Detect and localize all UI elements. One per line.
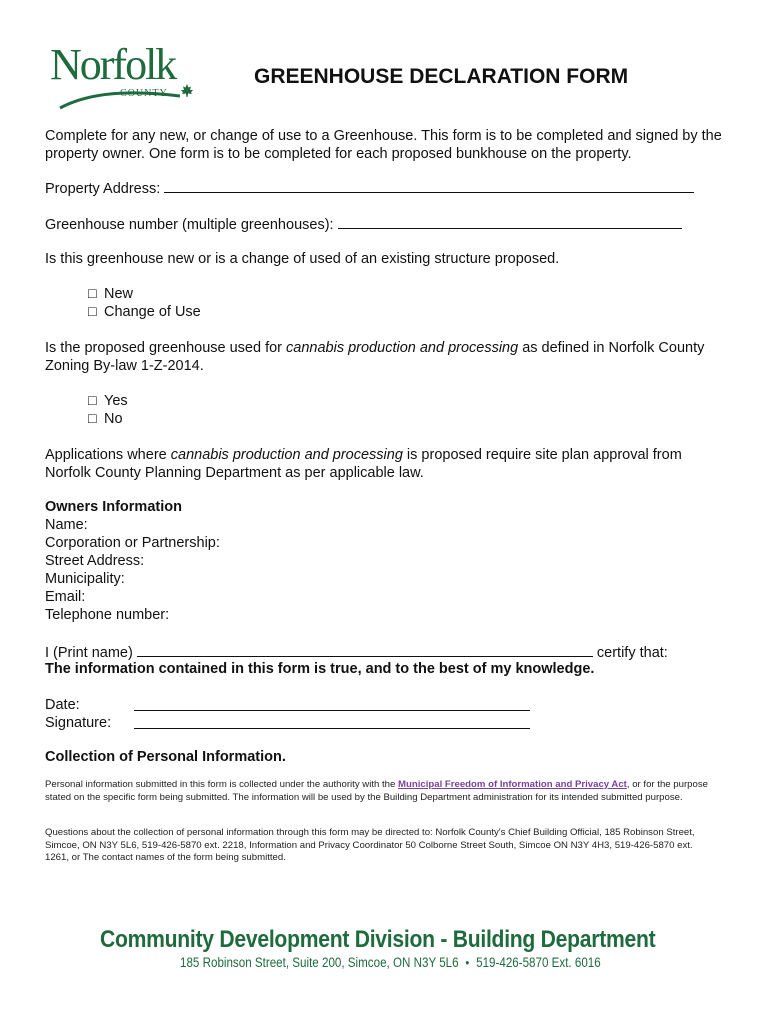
greenhouse-number-label: Greenhouse number (multiple greenhouses): (45, 217, 334, 233)
owner-street-label: Street Address: (45, 553, 145, 569)
owners-list (45, 516, 220, 624)
footer-phone: 519-426-5870 Ext. 6016 (476, 955, 601, 970)
page-title: GREENHOUSE DECLARATION FORM (254, 65, 629, 88)
property-address-row (45, 178, 694, 198)
privacy-act-link[interactable]: Municipal Freedom of Information and Privacy Act (398, 779, 627, 790)
question-new-or-change: Is this greenhouse new or is a change of used of an existing structure proposed. (45, 251, 560, 267)
option-yes[interactable]: □ Yes (88, 393, 128, 409)
owner-email-label: Email: (45, 589, 86, 605)
applications-note: Applications where cannabis production and processing is proposed require site plan approval from Norfolk County Planning Department as per applicable law. (45, 447, 682, 481)
greenhouse-number-row (45, 214, 682, 234)
greenhouse-number-input[interactable] (338, 214, 682, 229)
checkbox-icon[interactable]: □ (88, 411, 97, 427)
certify-row (45, 642, 668, 662)
print-name-input[interactable] (137, 642, 593, 657)
property-address-input[interactable] (164, 178, 694, 193)
owner-corporation-label: Corporation or Partnership: (45, 535, 220, 551)
checkbox-icon[interactable]: □ (88, 286, 97, 302)
privacy-heading: Collection of Personal Information. (45, 749, 286, 765)
checkbox-icon[interactable]: □ (88, 393, 97, 409)
signature-label: Signature: (45, 715, 112, 731)
intro-text: Complete for any new, or change of use to a Greenhouse. This form is to be completed and signed by the property owner. One form is to be completed for each proposed bunkhouse on the property. (45, 128, 722, 162)
property-address-label: Property Address: (45, 181, 161, 197)
date-input[interactable] (134, 696, 530, 711)
privacy-paragraph-2: Questions about the collection of personal information through this form may be directed to: Norfolk County's Chief Building Official, 185 Robinson Street, Simcoe, ON N3Y 5L6, 519-426-5870 ext. 2218, Information and Privacy Coordinator 50 Colborne Street South, Simcoe ON N3Y 4H3, 519-426-5870 ext. 1261, or The contact names of the form being submitted. (45, 827, 695, 863)
norfolk-logo (50, 40, 200, 112)
owners-heading: Owners Information (45, 499, 182, 515)
option-no[interactable]: □ No (88, 411, 123, 427)
footer-address: 185 Robinson Street, Suite 200, Simcoe, ON N3Y 5L6 (180, 955, 459, 970)
maple-leaf-icon (180, 84, 194, 98)
footer-address-line (180, 955, 601, 970)
print-name-label: I (Print name) (45, 645, 133, 661)
logo-wordmark: Norfolk (50, 40, 176, 89)
owner-telephone-label: Telephone number: (45, 607, 170, 623)
bullet-icon: ● (465, 958, 470, 967)
option-change-of-use[interactable]: □ Change of Use (88, 304, 201, 320)
certify-label: certify that: (596, 645, 668, 661)
certify-statement: The information contained in this form is true, and to the best of my knowledge. (45, 661, 595, 677)
privacy-paragraph-1: Personal information submitted in this form is collected under the authority with the Municipal Freedom of Information and Privacy Act, or for the purpose stated on the specific form being submitted. The information will be used by the Building Department administration for its intended submitted purpose. (45, 779, 708, 803)
logo-county: COUNTY (120, 88, 168, 99)
signature-input[interactable] (134, 714, 530, 729)
checkbox-icon[interactable]: □ (88, 304, 97, 320)
footer-title: Community Development Division - Building Department (100, 926, 656, 953)
option-new[interactable]: □ New (88, 286, 134, 302)
date-label: Date: (45, 697, 80, 713)
owner-name-label: Name: (45, 517, 88, 533)
question-cannabis: Is the proposed greenhouse used for cannabis production and processing as defined in Norfolk County Zoning By-law 1-Z-2014. (45, 340, 705, 374)
owner-municipality-label: Municipality: (45, 571, 125, 587)
